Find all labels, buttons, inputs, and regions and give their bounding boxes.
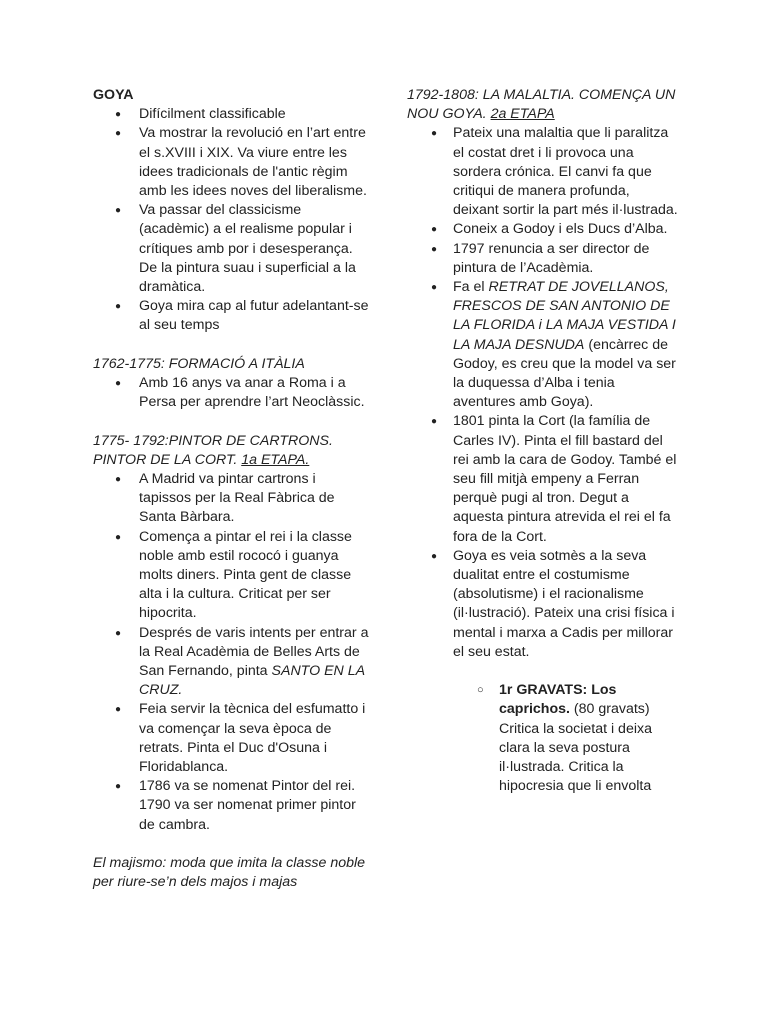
- gravats-sublist: [407, 681, 679, 796]
- intro-list: [93, 105, 371, 335]
- list-item: ● Va passar del classicisme (acadèmic) a el realisme popular i crítiques amb por i desesperança. De la pintura suau i superficial a la dramàtica.: [93, 201, 371, 297]
- list-item: ● 1786 va se nomenat Pintor del rei. 1790 va ser nomenat primer pintor de cambra.: [93, 777, 371, 835]
- left-column: [93, 86, 371, 892]
- pintor-list: [93, 470, 371, 835]
- list-item: [93, 624, 371, 701]
- heading-text: 1792-1808: LA MALALTIA. COMENÇA UN NOU GOYA.: [407, 87, 676, 123]
- right-column: [407, 86, 679, 797]
- section-heading-formacio: 1762-1775: FORMACIÓ A ITÀLIA: [93, 355, 305, 372]
- formacio-list: [93, 374, 371, 412]
- document-title: GOYA: [93, 87, 134, 103]
- list-item: [407, 278, 679, 412]
- malaltia-list: [407, 124, 679, 662]
- item-text: (80 gravats) Critica la societat i deixa clara la seva postura il·lustrada. Critica la hipocresia que li envolta: [499, 701, 652, 795]
- artwork-titles: RETRAT DE JOVELLANOS, FRESCOS DE SAN ANTONIO DE LA FLORIDA i LA MAJA VESTIDA I LA MAJA DESNUDA: [453, 279, 676, 353]
- majismo-note: El majismo: moda que imita la classe noble per riure-se’n dels majos i majas: [93, 855, 366, 891]
- heading-stage-label: 1a ETAPA.: [241, 451, 310, 468]
- artwork-title: SANTO EN LA CRUZ.: [139, 663, 365, 699]
- heading-text: 1775- 1792:PINTOR DE CARTRONS. PINTOR DE LA CORT.: [93, 432, 333, 468]
- item-text: Després de varis intents per entrar a la Real Acadèmia de Belles Arts de San Fernando, pinta: [139, 624, 369, 680]
- list-item: ● Coneix a Godoy i els Ducs d’Alba.: [407, 220, 679, 239]
- list-item: ● 1797 renuncia a ser director de pintura de l’Acadèmia.: [407, 240, 679, 278]
- list-item: ● Va mostrar la revolució en l’art entre el s.XVIII i XIX. Va viure entre les idees tradicionals de l'antic règim amb les idees noves del liberalisme.: [93, 124, 371, 201]
- section-heading-malaltia: [407, 86, 679, 124]
- sub-list-item: [407, 681, 679, 796]
- list-item: ● Amb 16 anys va anar a Roma i a Persa per aprendre l’art Neoclàssic.: [93, 374, 371, 412]
- gravats-title: 1r GRAVATS: Los caprichos.: [499, 682, 617, 718]
- list-item: ● Goya mira cap al futur adelantant-se al seu temps: [93, 297, 371, 335]
- list-item: ● Difícilment classificable: [93, 105, 371, 124]
- heading-stage-label: 2a ETAPA: [490, 106, 555, 123]
- item-text: (encàrrec de Godoy, es creu que la model va ser la duquessa d’Alba i tenia aventures amb Goya).: [453, 336, 676, 411]
- item-text: Fa el: [453, 279, 489, 296]
- list-item: ● Comença a pintar el rei i la classe noble amb estil rococó i guanya molts diners. Pinta gent de classe alta i la cultura. Criticat per ser hipocrita.: [93, 528, 371, 624]
- list-item: ● Pateix una malaltia que li paralitza el costat dret i li provoca una sordera crónica. El canvi fa que critiqui de manera profunda, deixant sortir la part més il·lustrada.: [407, 124, 679, 220]
- list-item: ● 1801 pinta la Cort (la família de Carles IV). Pinta el fill bastard del rei amb la cara de Godoy. També el seu fill mitjà empeny a Ferran perquè pugi al tron. Degut a aquesta pintura atrevida el rei el fa fora de la Cort.: [407, 412, 679, 546]
- list-item: ● Goya es veia sotmès a la seva dualitat entre el costumisme (absolutisme) i el racionalisme (il·lustració). Pateix una crisi física i mental i marxa a Cadis per millorar el seu estat.: [407, 547, 679, 662]
- list-item: ● Feia servir la tècnica del esfumatto i va començar la seva època de retrats. Pinta el Duc d'Osuna i Floridablanca.: [93, 700, 371, 777]
- section-heading-pintor: [93, 432, 371, 470]
- list-item: ● A Madrid va pintar cartrons i tapissos per la Real Fàbrica de Santa Bàrbara.: [93, 470, 371, 528]
